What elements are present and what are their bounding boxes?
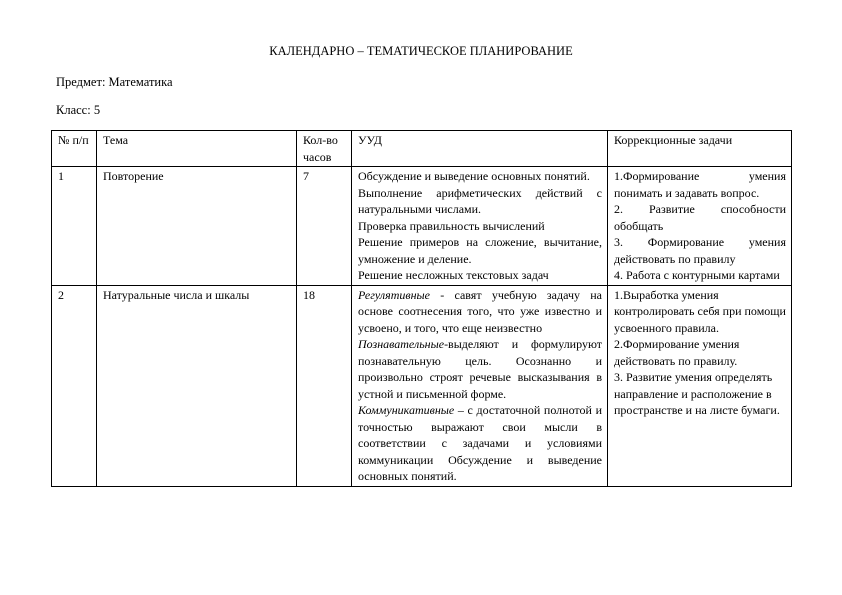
uud-item: Выполнение арифметических действий с натуральными числами. [358, 185, 602, 216]
correction-item: 1.Выработка умения контролировать себя при помощи усвоенного правила. [614, 287, 786, 335]
correction-item: 3. Развитие умения определять направление и расположение в пространстве и на листе бумаги. [614, 370, 780, 417]
uud-regulative [358, 287, 602, 337]
row-num: 2 [52, 285, 97, 486]
page-title: КАЛЕНДАРНО – ТЕМАТИЧЕСКОЕ ПЛАНИРОВАНИЕ [269, 44, 573, 58]
uud-regulative-label: Регулятивные [358, 287, 430, 302]
uud-item: Решение несложных текстовых задач [358, 268, 549, 282]
row-hours: 18 [297, 285, 352, 486]
uud-communicative-text: – с достаточной полнотой и точностью выражают свои мысли в соответствии с задачами и условиями коммуникации Обсуждение и выведение основных понятий. [358, 403, 602, 483]
header-correction: Коррекционные задачи [608, 131, 792, 167]
subject-line: Предмет: Математика [56, 75, 173, 89]
row-topic: Повторение [97, 167, 297, 286]
correction-item: 4. Работа с контурными картами [614, 268, 780, 282]
row-hours: 7 [297, 167, 352, 286]
grade-line: Класс: 5 [56, 103, 101, 117]
table-row [52, 285, 792, 486]
correction-item: 1.Формирование умения понимать и задавать вопрос. [614, 169, 786, 200]
uud-cognitive-text: -выделяют и формулируют познавательную цель. Осознанно и произвольно строят речевые высказывания в устной и письменной форме. [358, 337, 602, 401]
row-num: 1 [52, 167, 97, 286]
header-uud: УУД [352, 131, 608, 167]
uud-item: Обсуждение и выведение основных понятий. [358, 169, 590, 183]
uud-communicative-label: Коммуникативные [358, 403, 455, 417]
uud-item: Решение примеров на сложение, вычитание, умножение и деление. [358, 235, 602, 266]
correction-item: 2.Формирование умения действовать по правилу. [614, 337, 740, 368]
planning-table [51, 130, 792, 487]
row-correction [608, 285, 792, 486]
uud-communicative [358, 402, 602, 485]
uud-cognitive-label: Познавательные [358, 337, 445, 351]
header-hours: Кол-во часов [297, 131, 352, 167]
table-header-row [52, 131, 792, 167]
correction-item: 3. Формирование умения действовать по правилу [614, 235, 786, 266]
row-uud [352, 285, 608, 486]
uud-regulative-text: - савят учебную задачу на основе соотнесения того, что уже известно и усвоено, и того, что еще неизвестно [358, 287, 602, 335]
uud-item: Проверка правильность вычислений [358, 218, 545, 233]
header-topic: Тема [97, 131, 297, 167]
row-correction [608, 167, 792, 286]
table-row [52, 167, 792, 286]
uud-cognitive [358, 336, 602, 402]
row-topic: Натуральные числа и шкалы [97, 285, 297, 486]
header-num: № п/п [52, 131, 97, 167]
row-uud [352, 167, 608, 286]
correction-item: 2. Развитие способности обобщать [614, 202, 786, 233]
